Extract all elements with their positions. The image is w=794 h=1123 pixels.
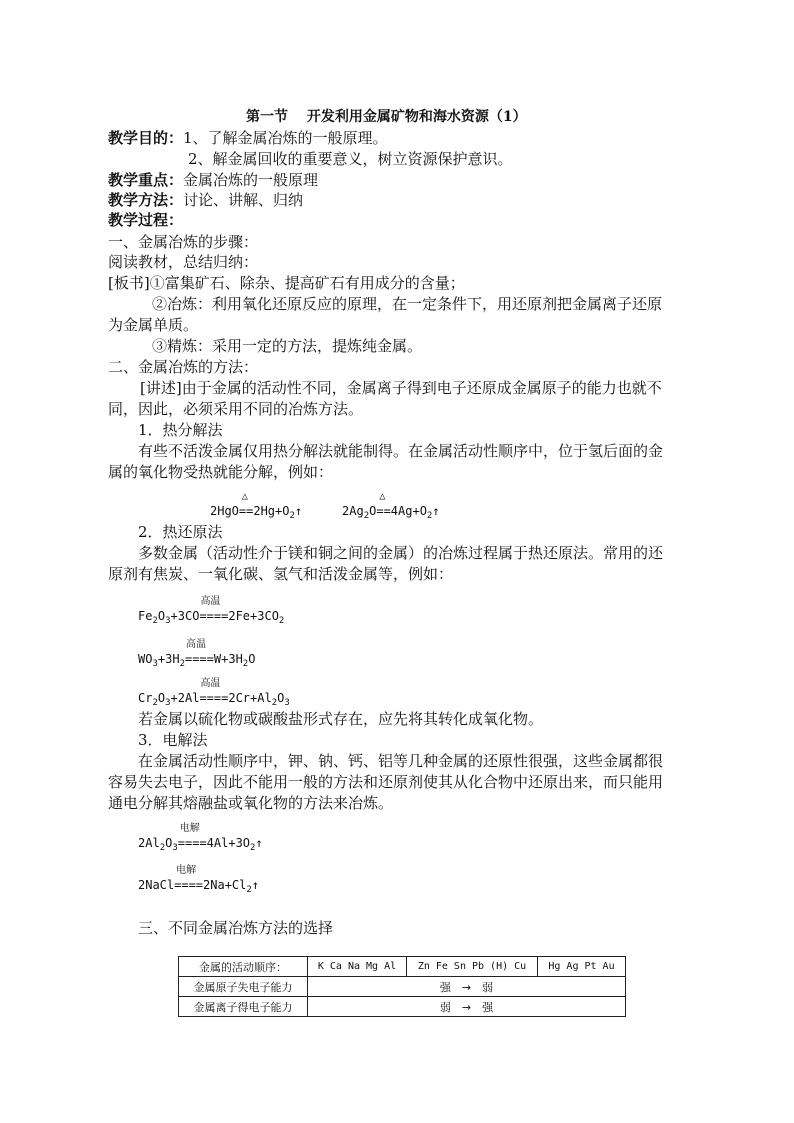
section1-step1: [板书]①富集矿石、除杂、提高矿石有用成分的含量； xyxy=(108,274,465,292)
section1-step2-a: ②冶炼：利用氧化还原反应的原理，在一定条件下，用还原剂把金属离子还原 xyxy=(152,295,663,313)
method-label: 教学方法： xyxy=(108,191,184,209)
section2-lecture-a: [讲述]由于金属的活动性不同，金属离子得到电子还原成金属原子的能力也就不 xyxy=(140,379,662,397)
objectives-line-1 xyxy=(108,128,388,148)
electrolysis-condition: 电解 xyxy=(176,865,197,876)
high-temp-condition: 高温 xyxy=(200,678,221,689)
method-text: 讨论、讲解、归纳 xyxy=(183,191,304,209)
method3-text-c: 通电分解其熔融盐或氧化物的方法来冶炼。 xyxy=(108,794,394,812)
table-cell: 金属离子得电子能力 xyxy=(179,997,308,1017)
objective-2: 2、解金属回收的重要意义，树立资源保护意识。 xyxy=(188,150,513,168)
method1-text-a: 有些不活泼金属仅用热分解法就能制得。在金属活动性顺序中，位于氢后面的金 xyxy=(138,442,664,460)
heat-condition: △ xyxy=(241,491,248,502)
heat-condition: △ xyxy=(379,491,386,502)
table-row xyxy=(179,957,626,977)
equation-hgo: 2HgO △ $==2Hg+O_2↑$ xyxy=(210,491,303,521)
table-cell: 金属的活动顺序： xyxy=(179,957,308,977)
table-cell: 金属原子失电子能力 xyxy=(179,977,308,997)
table-cell: Hg Ag Pt Au xyxy=(538,957,626,977)
section2-heading: 二、金属冶炼的方法： xyxy=(108,358,259,376)
equation-cr2o3: $Cr_2O_3+2Al$ 高温 $====2Cr+Al_2O_3$ xyxy=(138,678,290,708)
table-row xyxy=(179,997,626,1017)
section3-heading: 三、不同金属冶炼方法的选择 xyxy=(138,919,334,937)
equation-ag2o: $2Ag_2O$ △ $==4Ag+O_2↑$ xyxy=(342,491,440,521)
method2-title: 2．热还原法 xyxy=(138,523,223,541)
equation-nacl: 2NaCl 电解 $====2Na+Cl_2↑$ xyxy=(138,865,260,895)
table-row xyxy=(179,977,626,997)
method2-text-b: 原剂有焦炭、一氧化碳、氢气和活泼金属等，例如： xyxy=(108,565,454,583)
high-temp-condition: 高温 xyxy=(200,596,221,607)
method3-title: 3．电解法 xyxy=(138,731,208,749)
focus-text: 金属冶炼的一般原理 xyxy=(183,171,319,189)
method2-text-a: 多数金属（活动性介于镁和铜之间的金属）的冶炼过程属于热还原法。常用的还 xyxy=(138,544,664,562)
page-title: 第一节 开发利用金属矿物和海水资源（1） xyxy=(246,109,527,125)
method2-note: 若金属以硫化物或碳酸盐形式存在，应先将其转化成氧化物。 xyxy=(138,710,544,728)
section1-intro: 阅读教材，总结归纳： xyxy=(108,253,259,271)
equation-fe2o3: $Fe_2O_3+3CO$ 高温 $====2Fe+3CO_2$ xyxy=(138,596,285,626)
table-cell: 弱 → 强 xyxy=(308,997,626,1017)
electrolysis-condition: 电解 xyxy=(179,823,200,834)
method3-text-a: 在金属活动性顺序中，钾、钠、钙、铝等几种金属的还原性很强，这些金属都很 xyxy=(138,752,664,770)
equation-al2o3: $2Al_2O_3$ 电解 $====4Al+3O_2↑$ xyxy=(138,823,263,853)
table-cell: Zn Fe Sn Pb (H) Cu xyxy=(407,957,538,977)
section1-step2-b: 为金属单质。 xyxy=(108,316,199,334)
process-label: 教学过程： xyxy=(108,211,184,229)
focus-label: 教学重点： xyxy=(108,171,184,189)
method-line xyxy=(108,190,303,210)
method3-text-b: 容易失去电子，因此不能用一般的方法和还原剂使其从化合物中还原出来，而只能用 xyxy=(108,773,664,791)
section1-step3: ③精炼：采用一定的方法，提炼纯金属。 xyxy=(152,337,423,355)
section1-heading: 一、金属冶炼的步骤： xyxy=(108,233,259,251)
section2-lecture-b: 同，因此，必须采用不同的冶炼方法。 xyxy=(108,400,364,418)
table-cell: 强 → 弱 xyxy=(308,977,626,997)
method1-title: 1．热分解法 xyxy=(138,421,223,439)
focus-line xyxy=(108,170,318,190)
high-temp-condition: 高温 xyxy=(185,639,206,650)
table-cell: K Ca Na Mg Al xyxy=(308,957,407,977)
method1-text-b: 属的氧化物受热就能分解，例如： xyxy=(108,463,334,481)
objectives-label: 教学目的： xyxy=(108,129,184,147)
metal-activity-table xyxy=(178,956,626,1017)
objective-1: 1、了解金属冶炼的一般原理。 xyxy=(183,129,388,147)
equation-wo3: $WO_3+3H_2$ 高温 $====W+3H_2O$ xyxy=(138,639,256,669)
